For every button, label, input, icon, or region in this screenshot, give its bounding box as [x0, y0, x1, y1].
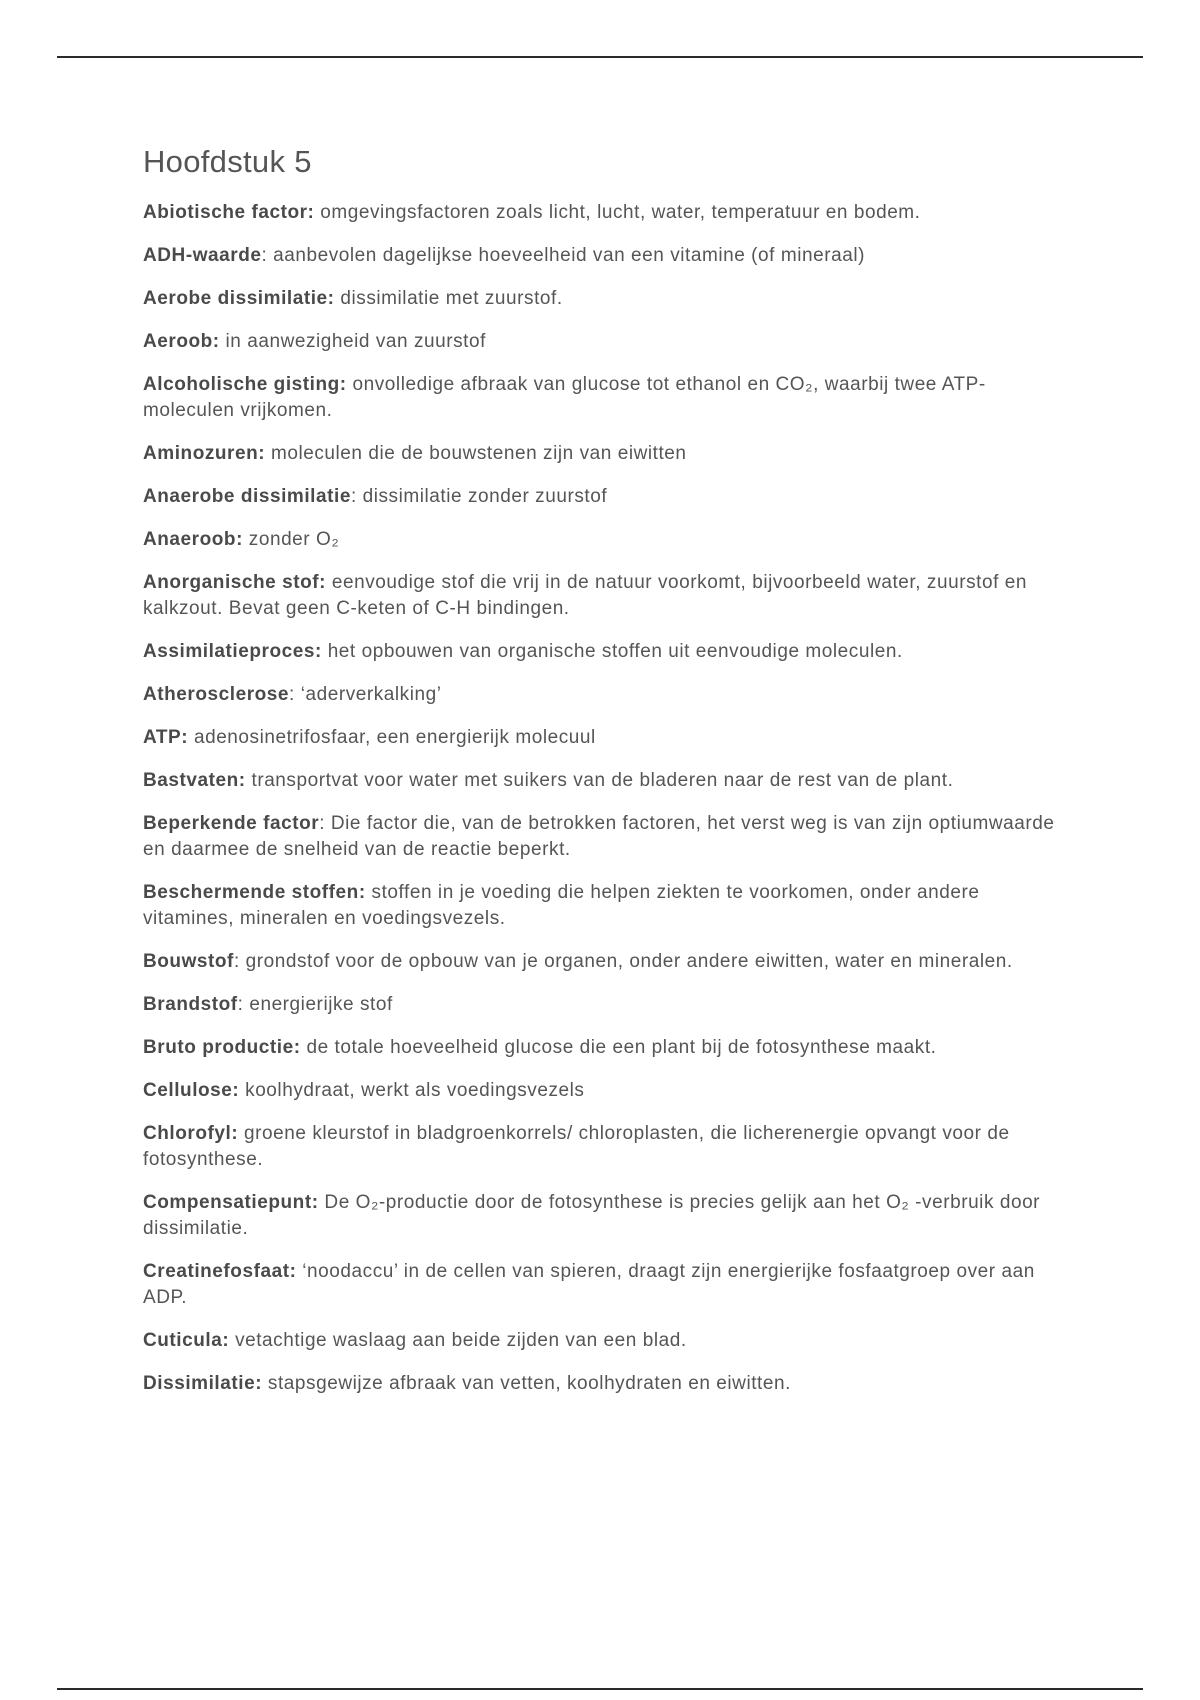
- glossary-term: Brandstof: [143, 994, 238, 1015]
- glossary-entry: [143, 1190, 1063, 1242]
- glossary-definition: het opbouwen van organische stoffen uit eenvoudige moleculen.: [321, 641, 903, 662]
- glossary-definition: stapsgewijze afbraak van vetten, koolhydraten en eiwitten.: [262, 1373, 791, 1394]
- glossary-term: Cellulose:: [143, 1080, 240, 1101]
- footer-rule: [57, 1688, 1143, 1690]
- glossary-definition: moleculen die de bouwstenen zijn van eiwitten: [265, 443, 687, 464]
- glossary-term: Aerobe dissimilatie:: [143, 288, 335, 309]
- glossary-entry: [143, 1259, 1063, 1311]
- glossary-entry: [143, 1035, 1063, 1061]
- glossary-entry: [143, 286, 1063, 312]
- glossary-term: Beperkende factor: [143, 813, 320, 834]
- glossary-definition: : dissimilatie zonder zuurstof: [350, 486, 608, 507]
- glossary-entry: [143, 682, 1063, 708]
- glossary-entry: [143, 329, 1063, 355]
- glossary-term: Cuticula:: [143, 1330, 230, 1351]
- glossary-definition: : ‘aderverkalking’: [289, 684, 442, 705]
- glossary-entry: [143, 949, 1063, 975]
- glossary-term: Atherosclerose: [143, 684, 290, 705]
- glossary-definition: de totale hoeveelheid glucose die een plant bij de fotosynthese maakt.: [300, 1037, 937, 1058]
- glossary-entry: [143, 992, 1063, 1018]
- glossary-entry: [143, 639, 1063, 665]
- glossary-term: ATP:: [143, 727, 189, 748]
- glossary-term: Bastvaten:: [143, 770, 246, 791]
- glossary-entry: [143, 527, 1063, 553]
- glossary-entry: [143, 768, 1063, 794]
- document-body: [143, 144, 1063, 1414]
- glossary-entry: [143, 200, 1063, 226]
- glossary-definition: onvolledige afbraak van glucose tot ethanol en CO₂, waarbij twee ATP-moleculen vrijkomen.: [143, 374, 986, 421]
- glossary-definition: koolhydraat, werkt als voedingsvezels: [239, 1080, 585, 1101]
- glossary-definition: transportvat voor water met suikers van de bladeren naar de rest van de plant.: [245, 770, 954, 791]
- glossary-term: Alcoholische gisting:: [143, 374, 347, 395]
- glossary-term: Bruto productie:: [143, 1037, 301, 1058]
- glossary-term: ADH-waarde: [143, 245, 262, 266]
- glossary-definition: groene kleurstof in bladgroenkorrels/ chloroplasten, die licherenergie opvangt voor de fotosynthese.: [143, 1123, 1010, 1170]
- glossary-definition: vetachtige waslaag aan beide zijden van een blad.: [229, 1330, 687, 1351]
- glossary-term: Dissimilatie:: [143, 1373, 263, 1394]
- glossary-term: Assimilatieproces:: [143, 641, 322, 662]
- glossary-entry: [143, 441, 1063, 467]
- glossary-definition: : Die factor die, van de betrokken factoren, het verst weg is van zijn optiumwaarde en daarmee de snelheid van de reactie beperkt.: [143, 813, 1055, 860]
- glossary-entry: [143, 570, 1063, 622]
- glossary-definition: De O₂-productie door de fotosynthese is precies gelijk aan het O₂ -verbruik door dissimilatie.: [143, 1192, 1041, 1239]
- glossary-entry: [143, 1328, 1063, 1354]
- glossary-entry: [143, 725, 1063, 751]
- glossary-term: Aeroob:: [143, 331, 220, 352]
- glossary-definition: omgevingsfactoren zoals licht, lucht, water, temperatuur en bodem.: [314, 202, 921, 223]
- page-title: Hoofdstuk 5: [143, 144, 312, 179]
- glossary-definition: dissimilatie met zuurstof.: [334, 288, 563, 309]
- glossary-entry: [143, 243, 1063, 269]
- glossary-term: Chlorofyl:: [143, 1123, 239, 1144]
- glossary-term: Aminozuren:: [143, 443, 266, 464]
- glossary-term: Anaeroob:: [143, 529, 243, 550]
- glossary-entry: [143, 880, 1063, 932]
- glossary-entry: [143, 1121, 1063, 1173]
- glossary-term: Anaerobe dissimilatie: [143, 486, 351, 507]
- glossary-definition: : grondstof voor de opbouw van je organen, onder andere eiwitten, water en mineralen.: [233, 951, 1013, 972]
- glossary-definition: eenvoudige stof die vrij in de natuur voorkomt, bijvoorbeeld water, zuurstof en kalkzout. Bevat geen C-keten of C-H bindingen.: [143, 572, 1027, 619]
- glossary-term: Bouwstof: [143, 951, 234, 972]
- glossary-entry: [143, 1078, 1063, 1104]
- glossary-definition: zonder O₂: [242, 529, 340, 550]
- glossary-definition: in aanwezigheid van zuurstof: [219, 331, 486, 352]
- glossary-list: [143, 200, 1063, 1397]
- glossary-entry: [143, 484, 1063, 510]
- glossary-term: Beschermende stoffen:: [143, 882, 366, 903]
- glossary-entry: [143, 1371, 1063, 1397]
- glossary-term: Abiotische factor:: [143, 202, 315, 223]
- glossary-definition: adenosinetrifosfaar, een energierijk molecuul: [188, 727, 596, 748]
- glossary-definition: ‘noodaccu’ in de cellen van spieren, draagt zijn energierijke fosfaatgroep over aan ADP.: [143, 1261, 1035, 1308]
- header-rule: [57, 56, 1143, 58]
- glossary-term: Anorganische stof:: [143, 572, 327, 593]
- glossary-entry: [143, 372, 1063, 424]
- glossary-definition: stoffen in je voeding die helpen ziekten te voorkomen, onder andere vitamines, mineralen en voedingsvezels.: [143, 882, 980, 929]
- glossary-term: Creatinefosfaat:: [143, 1261, 297, 1282]
- glossary-definition: : energierijke stof: [237, 994, 393, 1015]
- glossary-definition: : aanbevolen dagelijkse hoeveelheid van een vitamine (of mineraal): [261, 245, 865, 266]
- glossary-term: Compensatiepunt:: [143, 1192, 319, 1213]
- glossary-entry: [143, 811, 1063, 863]
